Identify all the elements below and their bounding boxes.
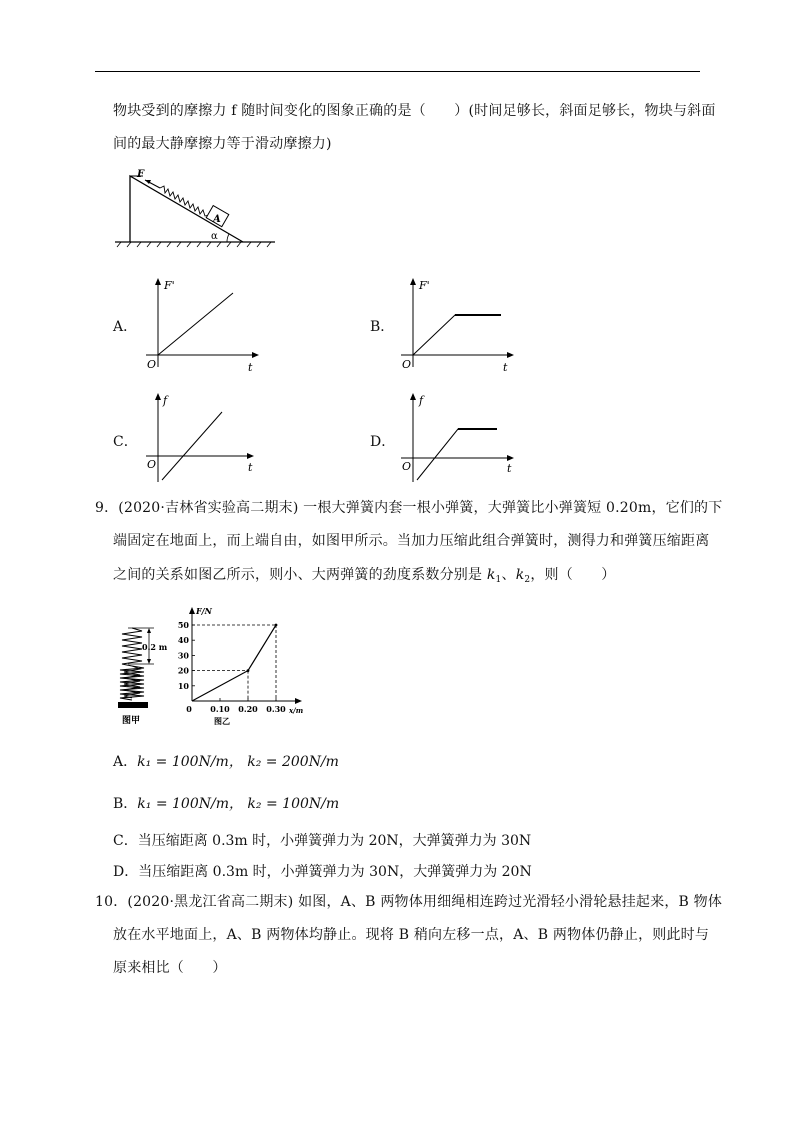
gap-label: 0.2 m bbox=[142, 642, 168, 652]
angle-label: α bbox=[211, 231, 218, 242]
y-tick-label: 40 bbox=[177, 635, 189, 646]
block-label: A bbox=[213, 214, 221, 225]
x-tick-label: 0.30 bbox=[266, 704, 286, 714]
q9-option-a[interactable]: A．k₁ = 100N/m， k₂ = 200N/m bbox=[113, 754, 339, 770]
y-axis-label: f bbox=[419, 394, 424, 407]
q9-option-c[interactable]: C．当压缩距离 0.3m 时，小弹簧弹力为 20N，大弹簧弹力为 30N bbox=[113, 833, 532, 849]
x-tick-label: 0.10 bbox=[210, 704, 230, 714]
q8-graph-d bbox=[395, 392, 520, 487]
k2-symbol: k bbox=[515, 567, 525, 583]
y-axis-title: F/N bbox=[196, 606, 212, 616]
x-axis-label: t bbox=[248, 361, 253, 374]
x-tick-label: 0.20 bbox=[238, 704, 258, 714]
q8-stem-line-1: 物块受到的摩擦力 f 随时间变化的图象正确的是（ ）(时间足够长，斜面足够长，物块与斜面 bbox=[113, 103, 716, 119]
origin-label: O bbox=[402, 460, 412, 473]
x-axis-label: t bbox=[503, 361, 508, 374]
data-point bbox=[275, 624, 278, 627]
q9-stem-line-2: 端固定在地面上，而上端自由，如图甲所示。当加力压缩此组合弹簧时，测得力和弹簧压缩距离 bbox=[113, 533, 710, 549]
q8-graph-c bbox=[140, 392, 265, 487]
origin-label: O bbox=[147, 458, 157, 471]
q9-option-d[interactable]: D．当压缩距离 0.3m 时，小弹簧弹力为 30N，大弹簧弹力为 20N bbox=[113, 864, 532, 880]
fig-jia-springs bbox=[118, 618, 178, 728]
header-rule bbox=[95, 71, 700, 72]
k1-symbol: k bbox=[486, 567, 496, 583]
y-tick-label: 30 bbox=[177, 650, 189, 661]
origin-label: O bbox=[147, 358, 157, 371]
q9-stem-line-1: 9．(2020·吉林省实验高二期末) 一根大弹簧内套一根小弹簧，大弹簧比小弹簧短 0.20m，它们的下 bbox=[95, 500, 723, 516]
q10-stem-line-3: 原来相比（ ） bbox=[113, 960, 227, 976]
q8-option-c-label[interactable]: C． bbox=[113, 434, 138, 450]
x-axis-label: t bbox=[248, 461, 253, 474]
series-line bbox=[192, 625, 276, 701]
y-tick-label: 50 bbox=[177, 620, 189, 630]
fig-yi-caption: 图乙 bbox=[214, 716, 230, 726]
y-axis-label: F' bbox=[419, 279, 430, 292]
q9-stem-line-3: 之间的关系如图乙所示，则小、大两弹簧的劲度系数分别是 $k_1$、$k_2$，则（ ） bbox=[113, 567, 616, 585]
y-axis-label: f bbox=[163, 394, 168, 407]
q9-option-b[interactable]: B．k₁ = 100N/m， k₂ = 100N/m bbox=[113, 796, 340, 812]
q8-graph-a bbox=[140, 277, 265, 372]
data-point bbox=[247, 669, 250, 672]
incline-spring bbox=[160, 186, 209, 216]
x-axis-title: x/m bbox=[289, 706, 304, 715]
incline-figure bbox=[115, 168, 280, 248]
q8-stem-line-2: 间的最大静摩擦力等于滑动摩擦力) bbox=[113, 136, 332, 152]
q8-graph-b bbox=[395, 277, 520, 372]
q10-stem-line-1: 10．(2020·黑龙江省高二期末) 如图，A、B 两物体用细绳相连跨过光滑轻小滑轮悬挂起来，B 物体 bbox=[95, 894, 723, 910]
q8-option-d-label[interactable]: D． bbox=[370, 434, 396, 450]
y-tick-label: 10 bbox=[177, 680, 189, 691]
q10-stem-line-2: 放在水平地面上，A、B 两物体均静止。现将 B 稍向左移一点，A、B 两物体仍静止，则此时与 bbox=[113, 927, 710, 943]
q8-option-b-label[interactable]: B． bbox=[370, 319, 395, 335]
x-axis-label: t bbox=[507, 462, 512, 475]
x-tick-label: 0 bbox=[186, 704, 192, 714]
y-axis-label: F' bbox=[164, 279, 175, 292]
origin-label: O bbox=[402, 358, 412, 371]
fig-jia-caption: 图甲 bbox=[122, 716, 141, 726]
q8-option-a-label[interactable]: A． bbox=[113, 319, 138, 335]
force-label: F bbox=[137, 169, 145, 180]
y-tick-label: 20 bbox=[177, 665, 189, 676]
fig-yi-chart bbox=[172, 603, 312, 728]
